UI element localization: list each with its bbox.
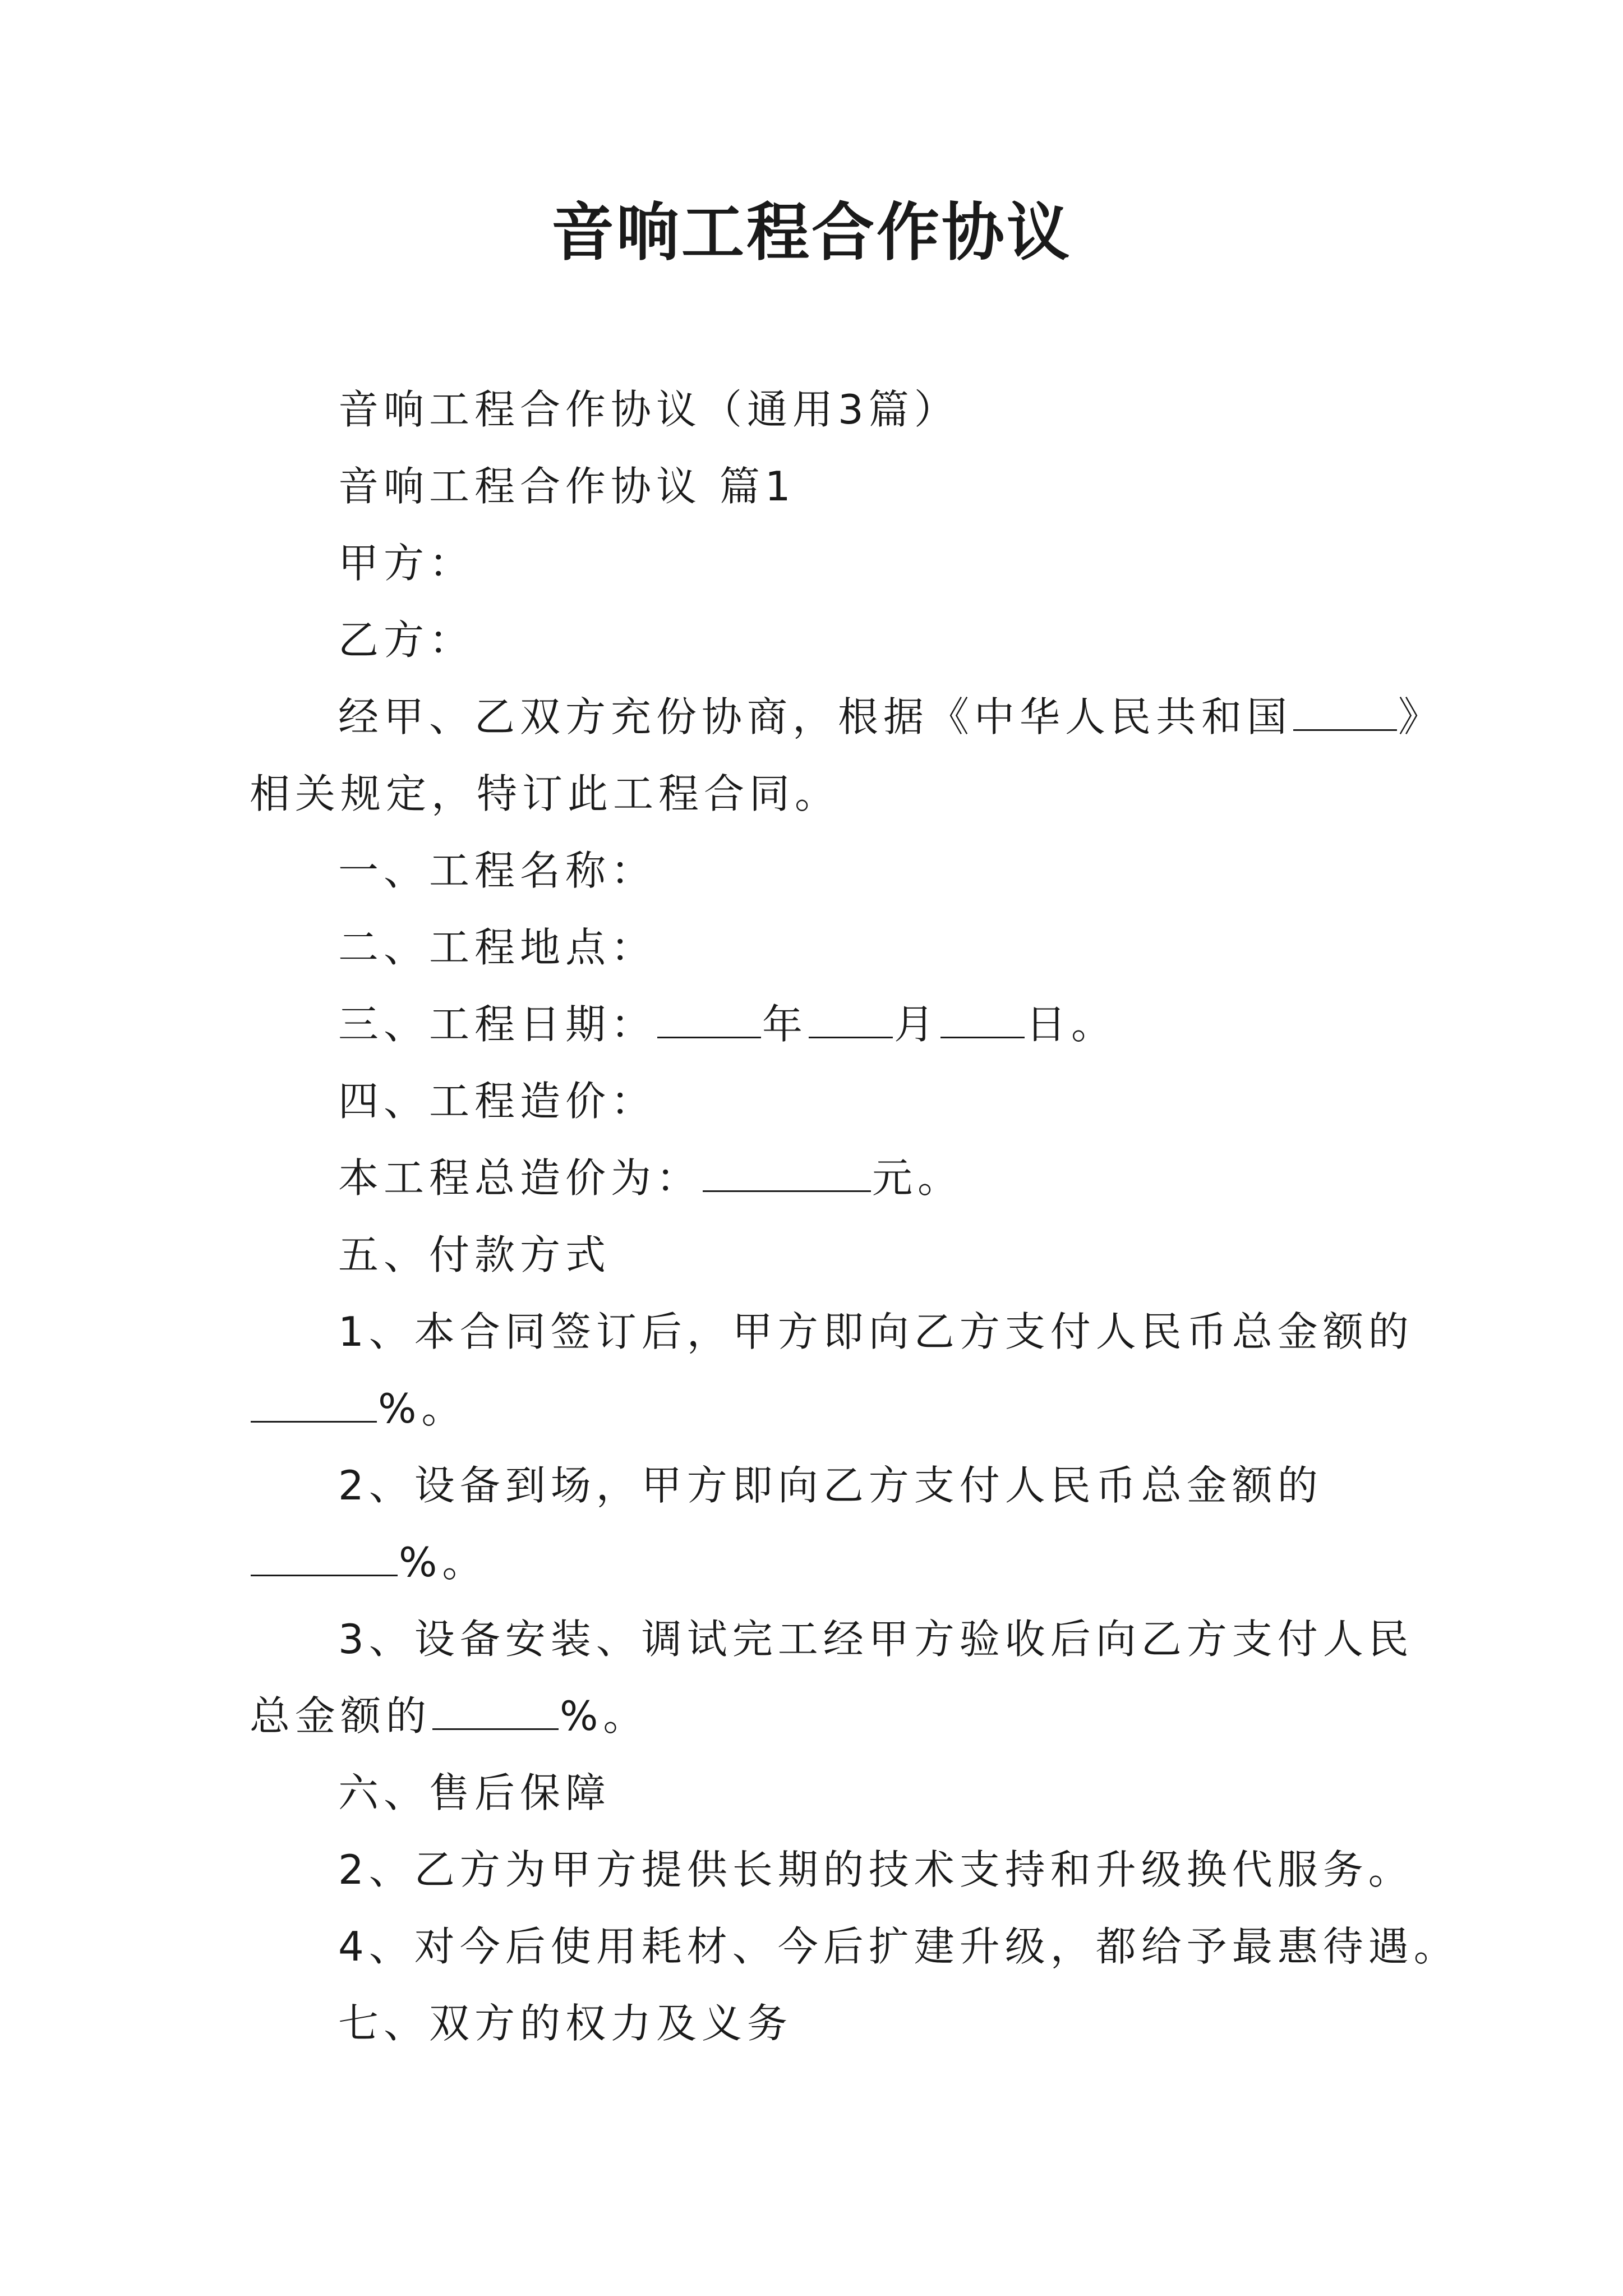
fill-blank bbox=[432, 1695, 559, 1730]
clause-line: 四、工程造价： bbox=[338, 1078, 657, 1125]
fill-blank bbox=[657, 1003, 761, 1038]
document-title: 音响工程合作协议 bbox=[551, 196, 1072, 269]
fill-blank bbox=[1293, 696, 1397, 731]
clause-line: 1、本合同签订后，甲方即向乙方支付人民币总金额的 bbox=[338, 1308, 1414, 1355]
clause-line: 五、付款方式 bbox=[338, 1231, 611, 1278]
fill-blank bbox=[251, 1541, 398, 1576]
fill-blank bbox=[703, 1157, 871, 1192]
clause-line: 2、乙方为甲方提供长期的技术支持和升级换代服务。 bbox=[338, 1846, 1414, 1893]
party-b-line: 乙方： bbox=[338, 616, 475, 664]
clause-line: 六、售后保障 bbox=[338, 1769, 611, 1816]
clause-line: 二、工程地点： bbox=[338, 924, 657, 971]
clause-line: 一、工程名称： bbox=[338, 847, 657, 894]
clause-line: 4、对今后使用耗材、今后扩建升级，都给予最惠待遇。 bbox=[338, 1923, 1459, 1970]
fill-blank bbox=[251, 1387, 377, 1423]
fill-blank bbox=[940, 1003, 1025, 1038]
clause-line: %。 bbox=[250, 1524, 1416, 1601]
clause-line: 本工程总造价为： 元。 bbox=[338, 1154, 963, 1202]
clause-line: 三、工程日期： 年 月 日。 bbox=[338, 1001, 1117, 1048]
paragraph-line: 经甲、乙双方充份协商，根据《中华人民共和国 》 bbox=[338, 693, 1444, 740]
section-heading: 音响工程合作协议 篇1 bbox=[338, 463, 796, 510]
subtitle-line: 音响工程合作协议（通用3篇） bbox=[338, 386, 960, 433]
document-body bbox=[250, 371, 1459, 2062]
fill-blank bbox=[809, 1003, 893, 1038]
party-a-line: 甲方： bbox=[338, 540, 475, 587]
clause-line: 3、设备安装、调试完工经甲方验收后向乙方支付人民 bbox=[338, 1616, 1414, 1663]
clause-line: %。 bbox=[250, 1370, 1416, 1447]
paragraph-line: 相关规定，特订此工程合同。 bbox=[250, 770, 841, 817]
clause-line: 总金额的 %。 bbox=[250, 1692, 649, 1740]
clause-line: 2、设备到场，甲方即向乙方支付人民币总金额的 bbox=[338, 1462, 1323, 1509]
clause-line: 七、双方的权力及义务 bbox=[338, 2000, 793, 2047]
